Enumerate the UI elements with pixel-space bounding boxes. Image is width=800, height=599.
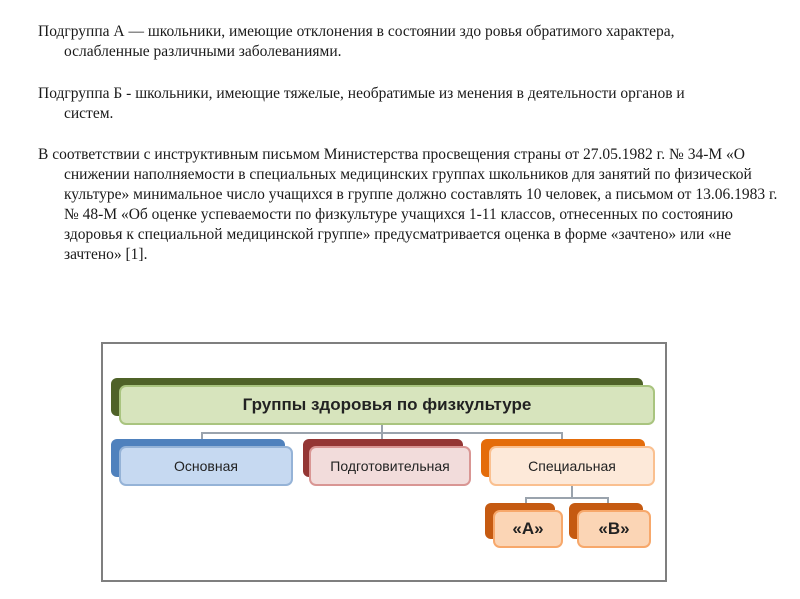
prep-box: [309, 446, 471, 486]
special-group-label: Специальная: [528, 458, 616, 474]
subgroup-a-label: «А»: [512, 519, 544, 538]
diagram-title: Группы здоровья по физкультуре: [242, 395, 532, 414]
diagram-frame: [101, 342, 667, 582]
subgroup-a-box: [493, 510, 563, 548]
connector-sub-horizontal: [525, 497, 609, 499]
prep-group-label: Подготовительная: [330, 458, 450, 474]
subgroup-b-label: «В»: [598, 519, 630, 538]
basic-box: [119, 446, 293, 486]
basic-group-label: Основная: [174, 458, 238, 474]
paragraph-subgroup-b: Подгруппа Б - школьники, имеющие тяжелые, необратимые из менения в деятельности органов и систем.: [38, 85, 685, 122]
subgroup-b-box: [577, 510, 651, 548]
special-box: [489, 446, 655, 486]
paragraph-instructive-letter: В соответствии с инструктивным письмом Министерства просвещения страны от 27.05.1982 г. № 34-М «О снижении наполняемости в специальных медицинских группах школьников для занятий по физической культуре» минимальное число учащихся в группе должно составлять 10 человек, а письмом от 13.06.1983 г. № 48-М «Об оценке успеваемости по физкультуре учащихся 1-11 классов, отнесенных по состоянию здоровья к специальной медицинской группе» предусматривается оценка в форме «зачтено» или «не зачтено» [1].: [38, 146, 778, 263]
title-box: [119, 385, 655, 425]
paragraph-subgroup-a: Подгруппа А — школьники, имеющие отклонения в состоянии здо ровья обратимого характера, ослабленные различными заболеваниями.: [38, 23, 675, 60]
